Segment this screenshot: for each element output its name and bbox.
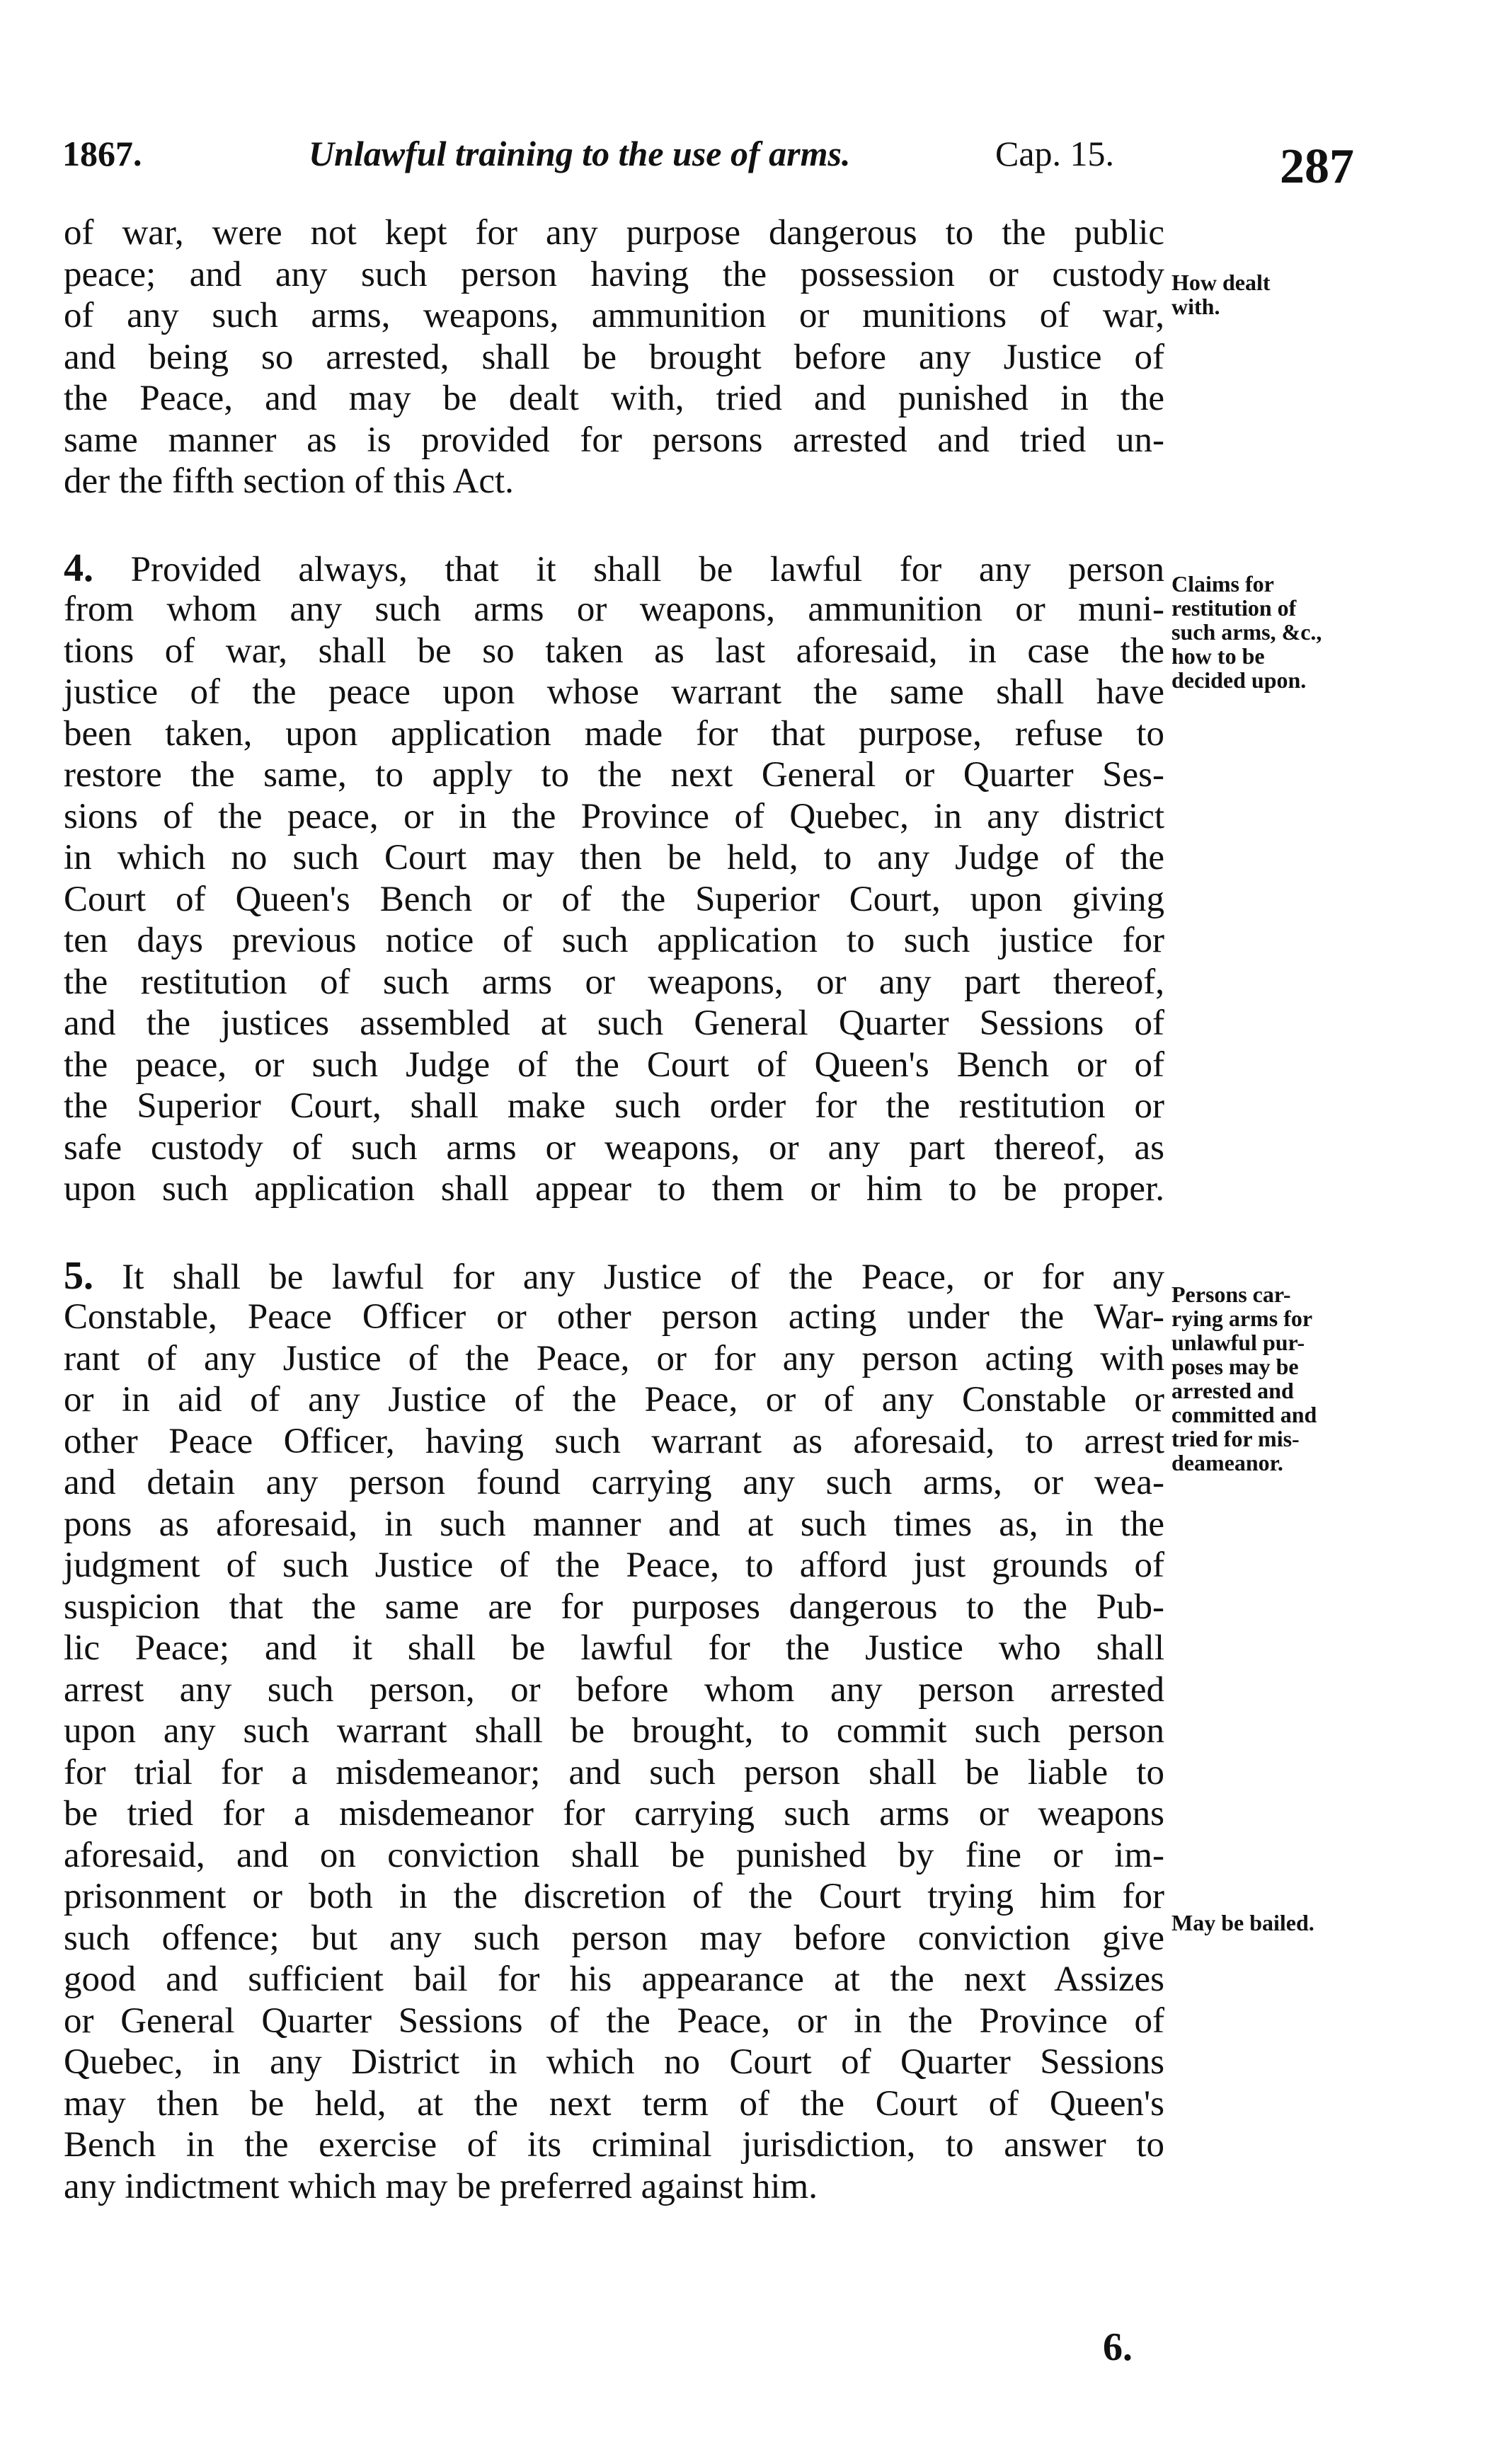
- text-line: upon such application shall appear to them or him to be proper.: [64, 1169, 1164, 1209]
- text-line: in which no such Court may then be held, to any Judge of the: [64, 838, 1164, 877]
- header-title: Unlawful training to the use of arms.: [309, 134, 851, 173]
- text-line: justice of the peace upon whose warrant the same shall have: [64, 672, 1164, 712]
- margin-note-line: tried for mis-: [1171, 1426, 1300, 1451]
- body-text: [64, 212, 1164, 2207]
- text-line: It shall be lawful for any Justice of the Peace, or for any: [122, 1257, 1165, 1297]
- margin-note-line: How dealt: [1171, 270, 1271, 295]
- text-line: tions of war, shall be so taken as last aforesaid, in case the: [64, 631, 1164, 671]
- margin-note-line: poses may be: [1171, 1354, 1299, 1379]
- margin-note-line: arrested and: [1171, 1378, 1294, 1403]
- margin-note-line: with.: [1171, 294, 1220, 319]
- margin-note-line: Claims for: [1171, 571, 1274, 597]
- text-line: the peace, or such Judge of the Court of Queen's Bench or of: [64, 1044, 1164, 1085]
- margin-note-line: such arms, &c.,: [1171, 619, 1322, 645]
- text-line: arrest any such person, or before whom any person arrested: [64, 1669, 1164, 1710]
- text-line: and detain any person found carrying any such arms, or wea-: [64, 1463, 1164, 1502]
- margin-note-claims: [1171, 572, 1370, 692]
- text-line: rant of any Justice of the Peace, or for any person acting with: [64, 1338, 1164, 1378]
- text-line-with-number: [64, 548, 1164, 589]
- text-line: may then be held, at the next term of the Court of Queen's: [64, 2083, 1164, 2124]
- text-line: Constable, Peace Officer or other person acting under the War-: [64, 1297, 1164, 1337]
- text-line: other Peace Officer, having such warrant as aforesaid, to arrest: [64, 1421, 1164, 1461]
- text-line: upon any such warrant shall be brought, to commit such person: [64, 1711, 1164, 1751]
- text-line: safe custody of such arms or weapons, or any part thereof, as: [64, 1127, 1164, 1168]
- section-4: [64, 548, 1164, 1210]
- paragraph-gap: [64, 502, 1164, 548]
- text-line: such offence; but any such person may before conviction give: [64, 1918, 1164, 1958]
- text-line: Bench in the exercise of its criminal jurisdiction, to answer to: [64, 2125, 1164, 2165]
- text-line: for trial for a misdemeanor; and such person shall be liable to: [64, 1752, 1164, 1792]
- margin-note-line: decided upon.: [1171, 667, 1307, 693]
- header-year: 1867.: [62, 134, 142, 173]
- text-line: restore the same, to apply to the next General or Quarter Ses-: [64, 755, 1164, 795]
- text-line: of war, were not kept for any purpose dangerous to the public: [64, 213, 1164, 253]
- margin-note-line: May be bailed.: [1171, 1910, 1314, 1935]
- margin-note-line: deameanor.: [1171, 1450, 1283, 1475]
- margin-note-line: how to be: [1171, 643, 1265, 669]
- text-line: Provided always, that it shall be lawful for any person: [130, 549, 1165, 589]
- paragraph-continuation: [64, 212, 1164, 502]
- text-line: ten days previous notice of such application to such justice for: [64, 921, 1164, 960]
- text-line: judgment of such Justice of the Peace, to afford just grounds of: [64, 1545, 1164, 1585]
- section-number: 5.: [64, 1253, 93, 1298]
- text-line: be tried for a misdemeanor for carrying such arms or weapons: [64, 1794, 1164, 1833]
- text-line: der the fifth section of this Act.: [64, 461, 514, 501]
- text-line: suspicion that the same are for purposes dangerous to the Pub-: [64, 1587, 1164, 1627]
- margin-note-line: unlawful pur-: [1171, 1330, 1305, 1355]
- text-line: been taken, upon application made for that purpose, refuse to: [64, 713, 1164, 754]
- text-line: same manner as is provided for persons arrested and tried un-: [64, 420, 1164, 460]
- text-line: pons as aforesaid, in such manner and at such times as, in the: [64, 1504, 1164, 1544]
- text-line: prisonment or both in the discretion of the Court trying him for: [64, 1877, 1164, 1916]
- text-line: good and sufficient bail for his appearance at the next Assizes: [64, 1959, 1164, 1999]
- text-line-with-number: [64, 1255, 1164, 1297]
- text-line: the restitution of such arms or weapons, or any part thereof,: [64, 962, 1164, 1002]
- text-line: or General Quarter Sessions of the Peace, or in the Province of: [64, 2000, 1164, 2041]
- text-line: Quebec, in any District in which no Court of Quarter Sessions: [64, 2042, 1164, 2082]
- catchword: 6.: [1103, 2325, 1133, 2369]
- text-line: and the justices assembled at such General Quarter Sessions of: [64, 1003, 1164, 1043]
- text-line: peace; and any such person having the possession or custody: [64, 254, 1164, 294]
- text-line: the Superior Court, shall make such order for the restitution or: [64, 1086, 1164, 1126]
- running-header: [62, 133, 1379, 197]
- margin-note-how-dealt: [1171, 270, 1370, 318]
- section-number: 4.: [64, 546, 93, 590]
- margin-note-line: restitution of: [1171, 595, 1297, 621]
- text-line: any indictment which may be preferred against him.: [64, 2166, 818, 2206]
- text-line: sions of the peace, or in the Province of Quebec, in any district: [64, 796, 1164, 836]
- paragraph-gap: [64, 1210, 1164, 1255]
- margin-note-line: rying arms for: [1171, 1306, 1313, 1331]
- margin-note-line: Persons car-: [1171, 1282, 1291, 1307]
- margin-note-may-be-bailed: [1171, 1911, 1370, 1935]
- text-line: or in aid of any Justice of the Peace, or of any Constable or: [64, 1380, 1164, 1420]
- page-number: 287: [1280, 139, 1354, 194]
- text-line: and being so arrested, shall be brought before any Justice of: [64, 337, 1164, 377]
- section-5: [64, 1255, 1164, 2208]
- margin-note-persons-carrying-arms: [1171, 1282, 1370, 1475]
- text-line: the Peace, and may be dealt with, tried and punished in the: [64, 379, 1164, 418]
- header-chapter: Cap. 15.: [995, 134, 1115, 173]
- text-line: aforesaid, and on conviction shall be punished by fine or im-: [64, 1835, 1164, 1875]
- text-line: from whom any such arms or weapons, ammunition or muni-: [64, 589, 1164, 629]
- text-line: Court of Queen's Bench or of the Superior Court, upon giving: [64, 879, 1164, 919]
- text-line: of any such arms, weapons, ammunition or munitions of war,: [64, 296, 1164, 335]
- margin-note-line: committed and: [1171, 1402, 1317, 1427]
- text-line: lic Peace; and it shall be lawful for the Justice who shall: [64, 1628, 1164, 1668]
